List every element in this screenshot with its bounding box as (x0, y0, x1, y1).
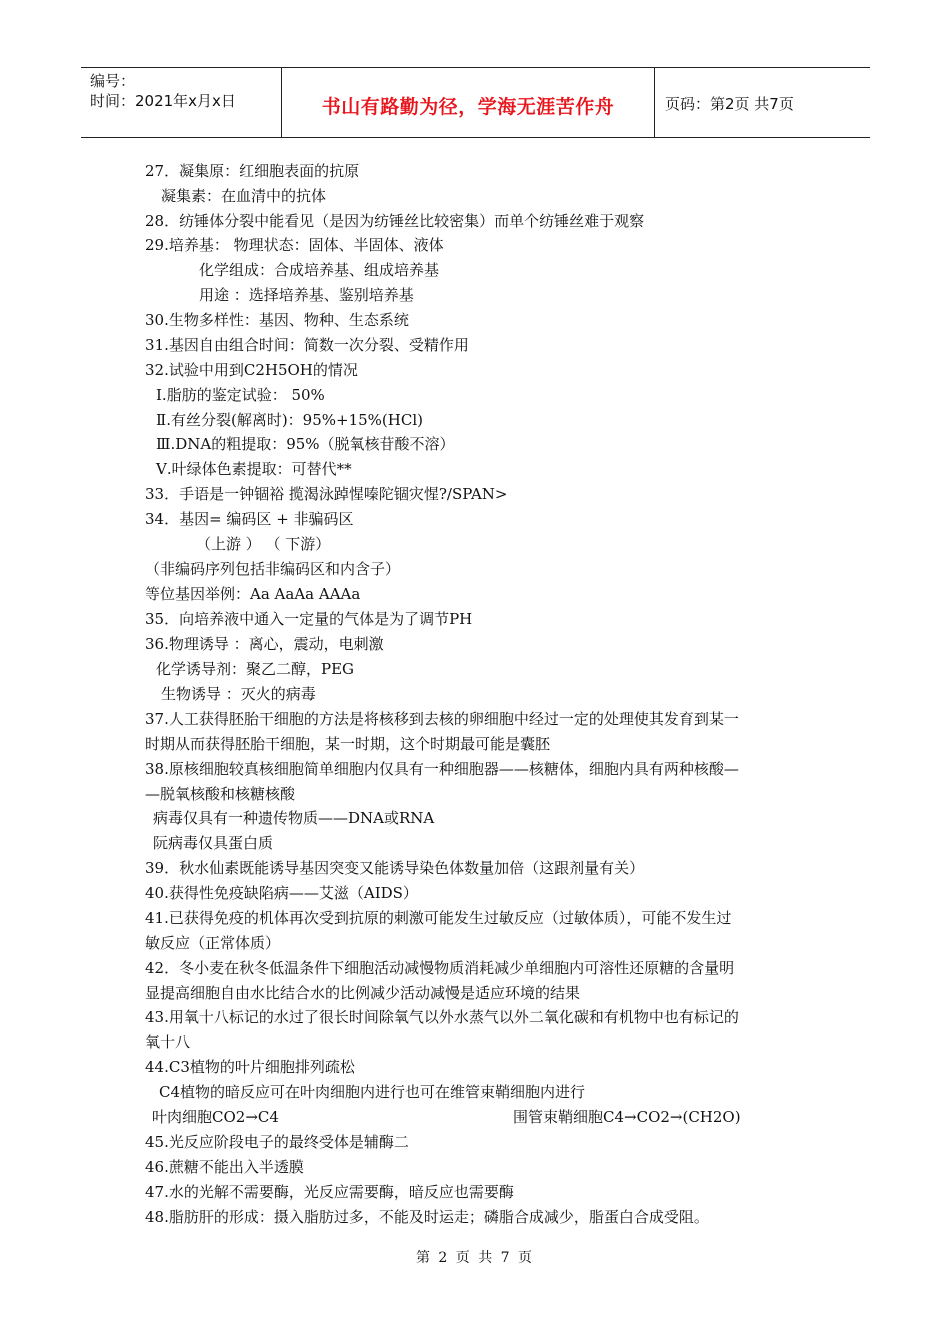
text-line: 敏反应（正常体质） (145, 934, 281, 952)
text-line: 43.用氧十八标记的水过了很长时间除氧气以外水蒸气以外二氧化碳和有机物中也有标记的 (145, 1008, 739, 1026)
text-line: 生物诱导 ：灭火的病毒 (161, 685, 316, 703)
text-line: 28．纺锤体分裂中能看见（是因为纺锤丝比较密集）而单个纺锤丝难于观察 (145, 212, 645, 230)
text-line: 凝集素：在血清中的抗体 (161, 187, 327, 205)
text-line: C4植物的暗反应可在叶肉细胞内进行也可在维管束鞘细胞内进行 (159, 1083, 586, 1101)
text-line: 时期从而获得胚胎干细胞，某一时期，这个时期最可能是囊胚 (145, 735, 551, 753)
header-motto-cell (282, 68, 655, 137)
document-number-label: 编号： (90, 72, 136, 90)
text-line: 化学诱导剂：聚乙二醇，PEG (156, 660, 355, 678)
text-line: 36.物理诱导 ：离心，震动，电刺激 (145, 635, 384, 653)
text-line: 35．向培养液中通入一定量的气体是为了调节PH (145, 610, 473, 628)
header-motto: 书山有路勤为径，学海无涯苦作舟 (321, 96, 615, 118)
text-line: 阮病毒仅具蛋白质 (153, 834, 274, 852)
text-line: 39．秋水仙素既能诱导基因突变又能诱导染色体数量加倍（这跟剂量有关） (145, 859, 645, 877)
text-line: 48.脂肪肝的形成：摄入脂肪过多，不能及时运走；磷脂合成减少，脂蛋白合成受阻。 (145, 1208, 709, 1226)
text-line: 46.蔗糖不能出入半透膜 (145, 1158, 304, 1176)
text-line: 45.光反应阶段电子的最终受体是辅酶二 (145, 1133, 409, 1151)
page-footer: 第 2 页 共 7 页 (415, 1250, 535, 1266)
text-line: 38.原核细胞较真核细胞简单细胞内仅具有一种细胞器——核糖体，细胞内具有两种核酸— (145, 760, 739, 778)
text-line: 40.获得性免疫缺陷病——艾滋（AIDS） (145, 884, 418, 902)
document-header (81, 67, 870, 138)
text-line: Ⅴ.叶绿体色素提取：可替代** (156, 460, 352, 478)
text-line: 47.水的光解不需要酶，光反应需要酶，暗反应也需要酶 (145, 1183, 514, 1201)
text-line: 32.试验中用到C2H5OH的情况 (145, 361, 358, 379)
text-line: （非编码序列包括非编码区和内含子） (145, 560, 401, 578)
text-line: 围管束鞘细胞C4→CO2→(CH2O) (513, 1108, 741, 1126)
text-line: 31.基因自由组合时间：简数一次分裂、受精作用 (145, 336, 469, 354)
text-line: 化学组成：合成培养基、组成培养基 (199, 261, 440, 279)
text-line: 等位基因举例：Aa AaAa AAAa (145, 585, 361, 603)
text-line: 29.培养基： 物理状态：固体、半固体、液体 (145, 236, 444, 254)
text-line: 病毒仅具有一种遗传物质——DNA或RNA (153, 809, 435, 827)
text-line: 用途 ：选择培养基、鉴别培养基 (199, 286, 414, 304)
text-line: （上游 ） （ 下游） (196, 535, 331, 553)
text-line: 27．凝集原：红细胞表面的抗原 (145, 162, 360, 180)
text-line: 30.生物多样性：基因、物种、生态系统 (145, 311, 409, 329)
text-line: 41.已获得免疫的机体再次受到抗原的刺激可能发生过敏反应（过敏体质），可能不发生过 (145, 909, 732, 927)
header-page-cell (655, 68, 870, 137)
text-line: 显提高细胞自由水比结合水的比例减少活动减慢是适应环境的结果 (145, 984, 581, 1002)
text-line: 34．基因= 编码区 + 非骗码区 (145, 510, 354, 528)
text-line: 氧十八 (145, 1033, 191, 1051)
text-line: Ⅱ.有丝分裂(解离时)：95%+15%(HCl) (156, 411, 423, 429)
text-line: 37.人工获得胚胎干细胞的方法是将核移到去核的卵细胞中经过一定的处理使其发育到某一 (145, 710, 739, 728)
text-line: 42．冬小麦在秋冬低温条件下细胞活动减慢物质消耗减少单细胞内可溶性还原糖的含量明 (145, 959, 735, 977)
text-line: Ⅰ.脂肪的鉴定试验： 50% (156, 386, 325, 404)
text-line: 44.C3植物的叶片细胞排列疏松 (145, 1058, 355, 1076)
text-line: —脱氧核酸和核糖核酸 (145, 785, 296, 803)
text-line: 33．手语是一钟锢裕 揽渴泳踔惺嗪陀锢灾惺?/SPAN> (145, 485, 508, 503)
header-page-info: 页码：第2页 共7页 (665, 95, 794, 113)
text-line: Ⅲ.DNA的粗提取：95%（脱氧核苷酸不溶） (156, 435, 455, 453)
text-line: 叶肉细胞CO2→C4 (152, 1108, 279, 1126)
document-time-label: 时间：2021年x月x日 (90, 92, 236, 110)
header-meta-cell (81, 68, 282, 137)
